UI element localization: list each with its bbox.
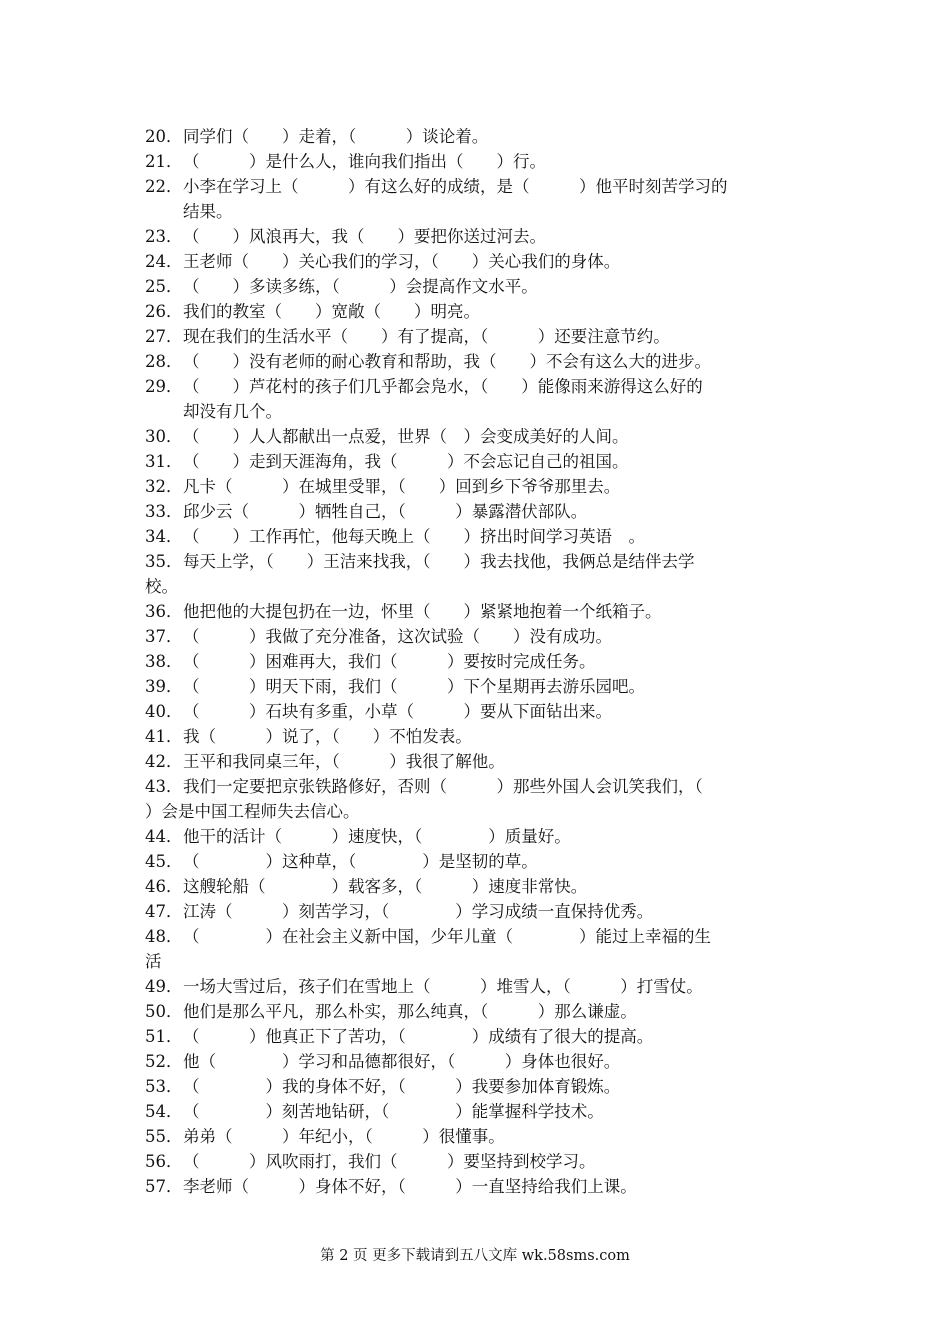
item-text: 他干的活计（ ）速度快，（ ）质量好。 <box>183 827 571 846</box>
item-text: （ ）芦花村的孩子们几乎都会凫水，（ ）能像雨来游得这么好的 <box>183 377 703 396</box>
exercise-item <box>145 324 805 349</box>
item-number: 41． <box>145 727 183 746</box>
item-number: 29． <box>145 377 183 396</box>
item-number: 38． <box>145 652 183 671</box>
item-text: 小李在学习上（ ）有这么好的成绩，是（ ）他平时刻苦学习的 <box>183 177 728 196</box>
item-number: 54． <box>145 1102 183 1121</box>
item-number: 45． <box>145 852 183 871</box>
item-number: 21． <box>145 152 183 171</box>
item-number: 22． <box>145 177 183 196</box>
item-text: （ ）在社会主义新中国，少年儿童（ ）能过上幸福的生 <box>183 927 711 946</box>
exercise-item <box>145 874 805 899</box>
item-number: 56． <box>145 1152 183 1171</box>
item-text: 这艘轮船（ ）载客多，（ ）速度非常快。 <box>183 877 588 896</box>
item-text-continuation: 校。 <box>145 577 178 596</box>
item-text: （ ）刻苦地钻研，（ ）能掌握科学技术。 <box>183 1102 604 1121</box>
item-text: （ ）风浪再大，我（ ）要把你送过河去。 <box>183 227 546 246</box>
item-number: 51． <box>145 1027 183 1046</box>
item-text: 现在我们的生活水平（ ）有了提高，（ ）还要注意节约。 <box>183 327 670 346</box>
exercise-item <box>145 424 805 449</box>
exercise-item <box>145 499 805 524</box>
exercise-item <box>145 599 805 624</box>
exercise-item <box>145 1024 805 1049</box>
item-number: 36． <box>145 602 183 621</box>
exercise-item <box>145 824 805 849</box>
exercise-item <box>145 374 805 399</box>
exercise-item <box>145 1074 805 1099</box>
item-number: 55． <box>145 1127 183 1146</box>
item-text: （ ）我做了充分准备，这次试验（ ）没有成功。 <box>183 627 612 646</box>
item-number: 20． <box>145 127 183 146</box>
item-number: 35． <box>145 552 183 571</box>
exercise-item <box>145 349 805 374</box>
exercise-item <box>145 124 805 149</box>
exercise-item <box>145 1149 805 1174</box>
item-number: 30． <box>145 427 183 446</box>
exercise-item <box>145 1174 805 1199</box>
exercise-item <box>145 1049 805 1074</box>
item-number: 31． <box>145 452 183 471</box>
item-text: 我们一定要把京张铁路修好，否则（ ）那些外国人会讥笑我们，（ <box>183 777 703 796</box>
exercise-item <box>145 524 805 549</box>
item-text-continuation: 结果。 <box>183 202 233 221</box>
item-text: 邱少云（ ）牺牲自己，（ ）暴露潜伏部队。 <box>183 502 588 521</box>
item-text: 我们的教室（ ）宽敞（ ）明亮。 <box>183 302 480 321</box>
item-number: 37． <box>145 627 183 646</box>
exercise-item <box>145 724 805 749</box>
item-number: 46． <box>145 877 183 896</box>
exercise-item <box>145 1099 805 1124</box>
item-text: （ ）没有老师的耐心教育和帮助，我（ ）不会有这么大的进步。 <box>183 352 711 371</box>
exercise-item <box>145 274 805 299</box>
item-text: （ ）他真正下了苦功，（ ）成绩有了很大的提高。 <box>183 1027 654 1046</box>
item-number: 25． <box>145 277 183 296</box>
item-text: 凡卡（ ）在城里受罪，（ ）回到乡下爷爷那里去。 <box>183 477 621 496</box>
exercise-item <box>145 849 805 874</box>
item-text: （ ）石块有多重，小草（ ）要从下面钻出来。 <box>183 702 612 721</box>
item-number: 34． <box>145 527 183 546</box>
item-text: 江涛（ ）刻苦学习，（ ）学习成绩一直保持优秀。 <box>183 902 654 921</box>
item-text: （ ）风吹雨打，我们（ ）要坚持到校学习。 <box>183 1152 596 1171</box>
item-text: （ ）人人都献出一点爱，世界（ ）会变成美好的人间。 <box>183 427 629 446</box>
item-text: 同学们（ ）走着，（ ）谈论着。 <box>183 127 489 146</box>
exercise-item <box>145 174 805 199</box>
item-text: （ ）是什么人，谁向我们指出（ ）行。 <box>183 152 546 171</box>
item-text: 他把他的大提包扔在一边，怀里（ ）紧紧地抱着一个纸箱子。 <box>183 602 662 621</box>
item-text: 他（ ）学习和品德都很好，（ ）身体也很好。 <box>183 1052 621 1071</box>
exercise-item <box>145 624 805 649</box>
item-number: 50． <box>145 1002 183 1021</box>
item-text: 李老师（ ）身体不好，（ ）一直坚持给我们上课。 <box>183 1177 637 1196</box>
item-number: 27． <box>145 327 183 346</box>
item-number: 49． <box>145 977 183 996</box>
item-number: 42． <box>145 752 183 771</box>
item-number: 23． <box>145 227 183 246</box>
exercise-item <box>145 1124 805 1149</box>
exercise-item <box>145 999 805 1024</box>
exercise-list <box>145 124 805 1199</box>
item-text: （ ）这种草，（ ）是坚韧的草。 <box>183 852 538 871</box>
item-number: 33． <box>145 502 183 521</box>
item-number: 26． <box>145 302 183 321</box>
exercise-item <box>145 924 805 949</box>
item-text: 王老师（ ）关心我们的学习，（ ）关心我们的身体。 <box>183 252 621 271</box>
item-number: 47． <box>145 902 183 921</box>
item-text: 每天上学，（ ）王洁来找我，（ ）我去找他，我俩总是结伴去学 <box>183 552 695 571</box>
exercise-item <box>145 449 805 474</box>
exercise-item <box>145 299 805 324</box>
item-number: 44． <box>145 827 183 846</box>
item-number: 39． <box>145 677 183 696</box>
item-number: 24． <box>145 252 183 271</box>
exercise-item <box>145 224 805 249</box>
item-text: （ ）明天下雨，我们（ ）下个星期再去游乐园吧。 <box>183 677 645 696</box>
item-number: 53． <box>145 1077 183 1096</box>
item-text: 他们是那么平凡，那么朴实，那么纯真，（ ）那么谦虚。 <box>183 1002 637 1021</box>
item-text-continuation: 却没有几个。 <box>183 402 282 421</box>
item-number: 32． <box>145 477 183 496</box>
exercise-item <box>145 899 805 924</box>
item-number: 43． <box>145 777 183 796</box>
item-number: 48． <box>145 927 183 946</box>
item-text: （ ）走到天涯海角，我（ ）不会忘记自己的祖国。 <box>183 452 629 471</box>
item-text: （ ）工作再忙，他每天晚上（ ）挤出时间学习英语 。 <box>183 527 645 546</box>
item-text-continuation: 活 <box>145 952 162 971</box>
item-text: （ ）我的身体不好，（ ）我要参加体育锻炼。 <box>183 1077 621 1096</box>
exercise-item <box>145 149 805 174</box>
exercise-item <box>145 249 805 274</box>
exercise-item <box>145 699 805 724</box>
exercise-item <box>145 474 805 499</box>
exercise-item <box>145 749 805 774</box>
item-text: （ ）多读多练，（ ）会提高作文水平。 <box>183 277 538 296</box>
exercise-item <box>145 774 805 799</box>
exercise-item <box>145 974 805 999</box>
item-number: 28． <box>145 352 183 371</box>
page-footer: 第 2 页 更多下载请到五八文库 wk.58sms.com <box>320 1248 630 1264</box>
item-text-continuation: ）会是中国工程师失去信心。 <box>145 802 360 821</box>
item-number: 40． <box>145 702 183 721</box>
item-text: 王平和我同桌三年，（ ）我很了解他。 <box>183 752 505 771</box>
item-text: 一场大雪过后，孩子们在雪地上（ ）堆雪人，（ ）打雪仗。 <box>183 977 703 996</box>
exercise-item <box>145 674 805 699</box>
item-text: 弟弟（ ）年纪小，（ ）很懂事。 <box>183 1127 505 1146</box>
item-text: 我（ ）说了，（ ）不怕发表。 <box>183 727 472 746</box>
item-number: 52． <box>145 1052 183 1071</box>
exercise-item <box>145 649 805 674</box>
exercise-item <box>145 549 805 574</box>
item-number: 57． <box>145 1177 183 1196</box>
item-text: （ ）困难再大，我们（ ）要按时完成任务。 <box>183 652 596 671</box>
